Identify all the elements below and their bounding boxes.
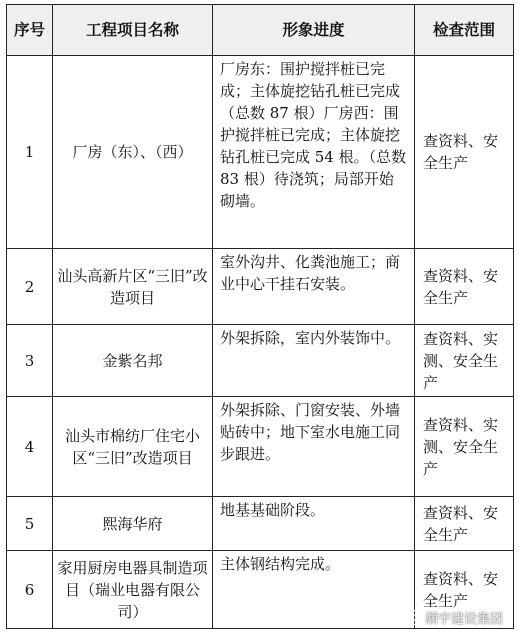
inspection-scope: 查资料、安全生产	[415, 551, 514, 629]
header-name-label: 工程项目名称	[85, 21, 179, 39]
row-index: 3	[7, 325, 53, 397]
watermark	[404, 608, 503, 627]
inspection-scope: 查资料、安全生产	[415, 249, 514, 325]
header-index	[7, 5, 53, 56]
row-index: 4	[7, 397, 53, 497]
project-progress: 主体钢结构完成。	[213, 551, 415, 629]
header-index-label: 序号	[13, 21, 45, 39]
inspection-scope: 查资料、实测、安全生产	[415, 325, 514, 397]
row-index: 5	[7, 497, 53, 551]
inspection-scope: 查资料、安全生产	[415, 497, 514, 551]
project-name: 汕头高新片区“三旧”改造项目	[53, 249, 213, 325]
project-progress: 外架拆除，室内外装饰中。	[213, 325, 415, 397]
table-row	[7, 325, 514, 397]
header-scope-label: 检查范围	[432, 21, 495, 39]
inspection-scope: 查资料、安全生产	[415, 56, 514, 249]
inspection-table	[6, 4, 514, 629]
table-row	[7, 56, 514, 249]
table-header-row	[7, 5, 514, 56]
project-progress: 厂房东：围护搅拌桩已完成；主体旋挖钻孔桩已完成（总数 87 根）厂房西：围护搅拌桩已完成；主体旋挖钻孔桩已完成 54 根。（总数 83 根）待浇筑；局部开始砌墙。	[213, 56, 415, 249]
project-progress: 地基基础阶段。	[213, 497, 415, 551]
project-name: 金紫名邦	[53, 325, 213, 397]
project-name: 熙海华府	[53, 497, 213, 551]
row-index: 2	[7, 249, 53, 325]
watermark-text: 潮宇建设集团	[424, 612, 503, 627]
row-index: 6	[7, 551, 53, 629]
project-name: 厂房（东）、（西）	[53, 56, 213, 249]
project-progress: 室外沟井、化粪池施工；商业中心干挂石安装。	[213, 249, 415, 325]
header-name	[53, 5, 213, 56]
row-index: 1	[7, 56, 53, 249]
table-row	[7, 249, 514, 325]
wechat-official-account-icon	[404, 609, 421, 626]
header-progress-label: 形象进度	[282, 21, 345, 39]
table-row	[7, 497, 514, 551]
header-progress	[213, 5, 415, 56]
table-row	[7, 397, 514, 497]
header-scope	[415, 5, 514, 56]
inspection-scope: 查资料、实测、安全生产	[415, 397, 514, 497]
project-name: 家用厨房电器具制造项目（瑞业电器有限公司）	[53, 551, 213, 629]
project-progress: 外架拆除、门窗安装、外墙贴砖中；地下室水电施工同步跟进。	[213, 397, 415, 497]
project-name: 汕头市棉纺厂住宅小区“三旧”改造项目	[53, 397, 213, 497]
